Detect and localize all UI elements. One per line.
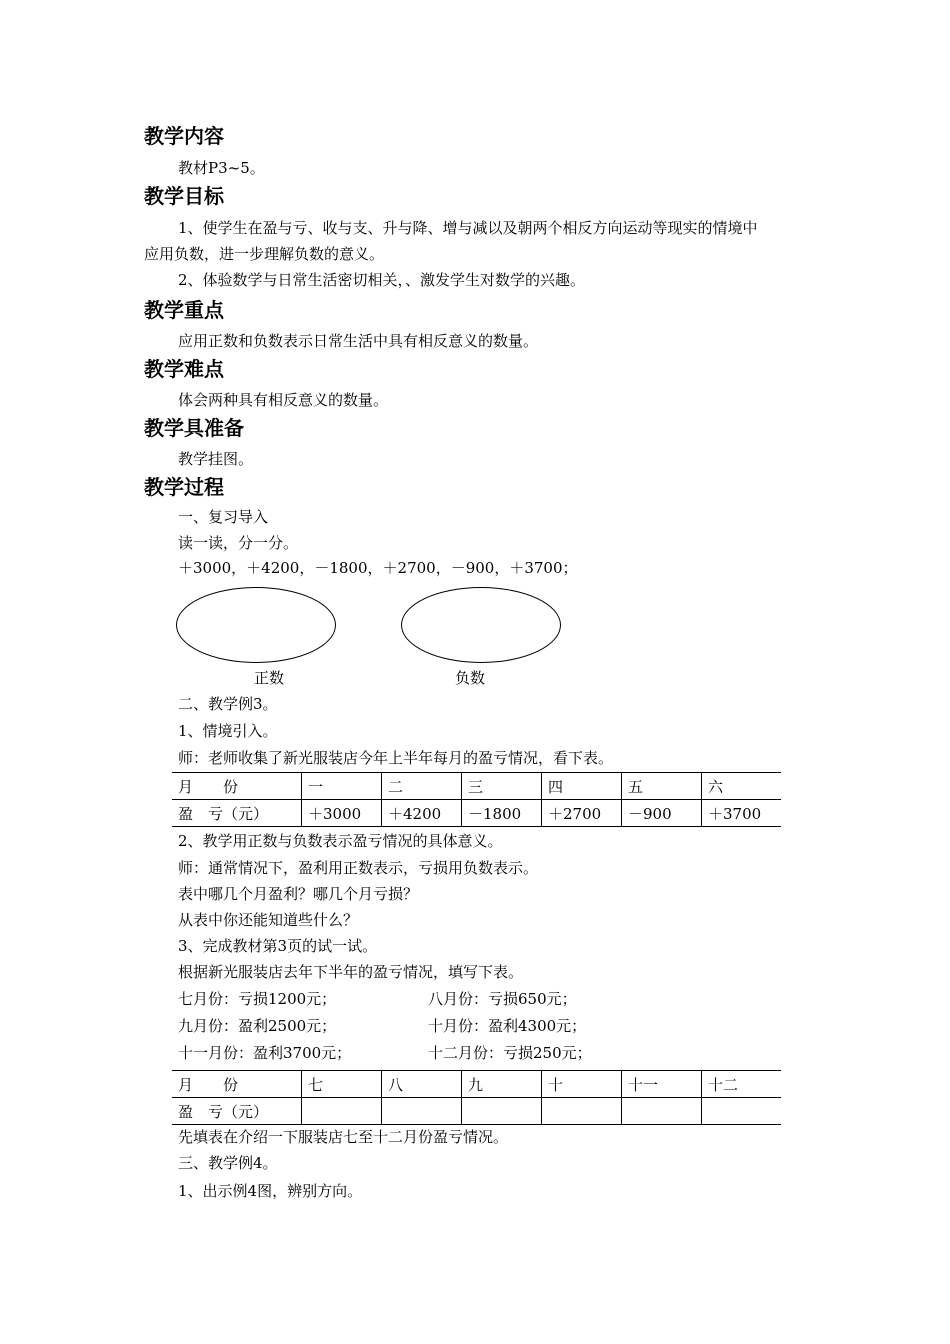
goal-1-line-b: 应用负数，进一步理解负数的意义。 (144, 245, 385, 263)
tools-text: 教学挂图。 (178, 450, 254, 468)
table-row (172, 1071, 781, 1098)
table-cell: 月 份 (172, 1071, 302, 1098)
numbers-line: ＋3000，＋4200，－1800，＋2700，－900，＋3700； (178, 559, 578, 577)
question-2: 从表中你还能知道些什么？ (178, 911, 359, 929)
show-example-4: 1、出示例4图，辨别方向。 (178, 1182, 363, 1200)
table-cell: 盈 亏（元） (172, 1098, 302, 1125)
key-text: 应用正数和负数表示日常生活中具有相反意义的数量。 (178, 332, 539, 350)
teacher-usual: 师：通常情况下，盈利用正数表示，亏损用负数表示。 (178, 859, 539, 877)
step-2: 2、教学用正数与负数表示盈亏情况的具体意义。 (178, 832, 503, 850)
table-cell-empty (462, 1098, 542, 1125)
table-cell-empty (542, 1098, 622, 1125)
table-cell: 十一 (622, 1071, 702, 1098)
review-title: 一、复习导入 (178, 508, 269, 526)
month-nov: 十一月份：盈利3700元； (178, 1044, 352, 1062)
example-4-title: 三、教学例4。 (178, 1154, 278, 1172)
profit-table-second-half (172, 1070, 781, 1125)
negative-label: 负数 (455, 669, 486, 687)
question-1: 表中哪几个月盈利？哪几个月亏损？ (178, 885, 419, 903)
heading-difficulty: 教学难点 (144, 357, 224, 381)
table-cell: 十 (542, 1071, 622, 1098)
heading-process: 教学过程 (144, 475, 224, 499)
review-prompt: 读一读，分一分。 (178, 534, 299, 552)
heading-content: 教学内容 (144, 124, 224, 148)
table-cell-empty (702, 1098, 782, 1125)
step-3: 3、完成教材第3页的试一试。 (178, 937, 378, 955)
goal-2: 2、体验数学与日常生活密切相关，、激发学生对数学的兴趣。 (178, 271, 586, 289)
month-dec: 十二月份：亏损250元； (428, 1044, 592, 1062)
after-table-text: 先填表在介绍一下服装店七至十二月份盈亏情况。 (178, 1128, 509, 1146)
table-cell: ＋4200 (382, 800, 462, 827)
month-jul: 七月份：亏损1200元； (178, 990, 337, 1008)
heading-goals: 教学目标 (144, 184, 224, 208)
table-cell: 三 (462, 773, 542, 800)
heading-key: 教学重点 (144, 298, 224, 322)
intro-step: 1、情境引入。 (178, 722, 278, 740)
table-cell: ＋3000 (302, 800, 382, 827)
positive-label: 正数 (254, 669, 285, 687)
table-cell: 月 份 (172, 773, 302, 800)
month-oct: 十月份：盈利4300元； (428, 1017, 587, 1035)
table-cell: 八 (382, 1071, 462, 1098)
table-row (172, 1098, 781, 1125)
positive-ellipse (176, 587, 336, 663)
table-cell: 七 (302, 1071, 382, 1098)
table-row (172, 800, 781, 827)
goal-1-line-a: 1、使学生在盈与亏、收与支、升与降、增与减以及朝两个相反方向运动等现实的情境中 (178, 219, 758, 237)
table-cell-empty (302, 1098, 382, 1125)
month-sep: 九月份：盈利2500元； (178, 1017, 337, 1035)
table-cell: ＋2700 (542, 800, 622, 827)
profit-table-first-half (172, 772, 781, 827)
table-cell: －1800 (462, 800, 542, 827)
table-cell-empty (382, 1098, 462, 1125)
table-cell-empty (622, 1098, 702, 1125)
example-3-title: 二、教学例3。 (178, 695, 278, 713)
table-cell: 二 (382, 773, 462, 800)
table-row (172, 773, 781, 800)
content-text: 教材P3~5。 (178, 159, 265, 177)
table-cell: 四 (542, 773, 622, 800)
fill-intro: 根据新光服装店去年下半年的盈亏情况，填写下表。 (178, 963, 524, 981)
table-cell: 六 (702, 773, 782, 800)
negative-ellipse (401, 587, 561, 663)
heading-tools: 教学具准备 (144, 416, 244, 440)
table-cell: 盈 亏（元） (172, 800, 302, 827)
table-cell: －900 (622, 800, 702, 827)
table-cell: 十二 (702, 1071, 782, 1098)
table-cell: 五 (622, 773, 702, 800)
teacher-collect: 师：老师收集了新光服装店今年上半年每月的盈亏情况，看下表。 (178, 749, 614, 767)
table-cell: 一 (302, 773, 382, 800)
month-aug: 八月份：亏损650元； (428, 990, 577, 1008)
table-cell: 九 (462, 1071, 542, 1098)
table-cell: ＋3700 (702, 800, 782, 827)
difficulty-text: 体会两种具有相反意义的数量。 (178, 391, 389, 409)
